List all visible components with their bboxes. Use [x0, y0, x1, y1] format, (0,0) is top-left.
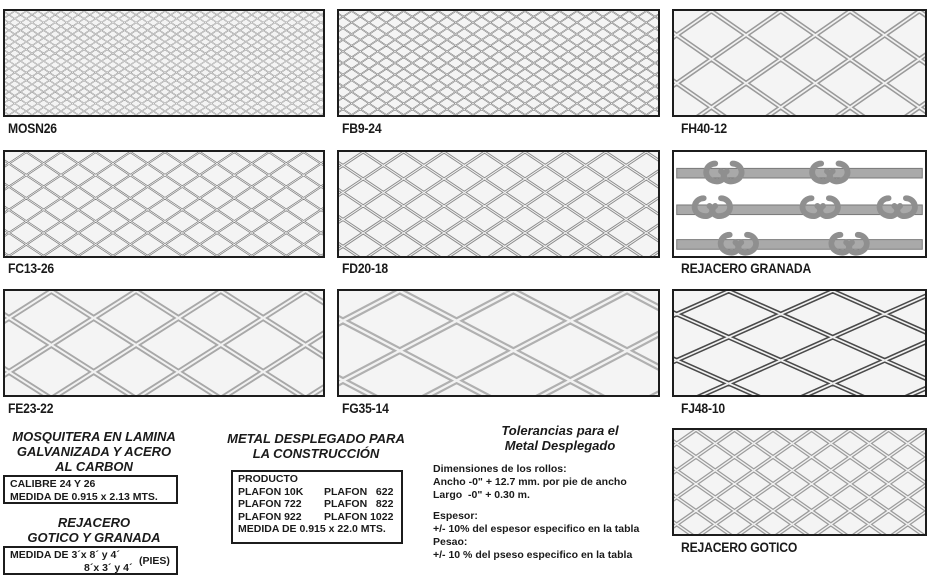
mesh-image-fg35-14 [337, 289, 660, 397]
tile-label-fc13-26: FC13-26 [8, 261, 55, 276]
rejacero-title: REJACERO GOTICO Y GRANADA [27, 515, 161, 545]
tile-label-fb9-24: FB9-24 [342, 121, 382, 136]
tile-label-fe23-22: FE23-22 [8, 401, 54, 416]
mesh-image-mosn26 [3, 9, 325, 117]
tolerancias-dim-heading: Dimensiones de los rollos: [433, 463, 567, 475]
mesh-pattern [339, 291, 658, 395]
tile-label-fh40-12: FH40-12 [681, 121, 728, 136]
tolerancias-pesao: +/- 10 % del pseso especifico en la tabla [433, 549, 633, 561]
mesh-pattern [674, 430, 925, 534]
tile-label-rejacero-granada: REJACERO GRANADA [681, 261, 812, 276]
tile-label-fj48-10: FJ48-10 [681, 401, 726, 416]
product-row: PLAFON 922 PLAFON 1022 [238, 510, 394, 523]
mosquitera-title: MOSQUITERA EN LAMINA GALVANIZADA Y ACERO AL CARBON [12, 429, 176, 474]
metal-desplegado-title: METAL DESPLEGADO PARA LA CONSTRUCCIÓN [227, 431, 405, 461]
mesh-image-rejacero-gotico [672, 428, 927, 536]
tolerancias-pesao-heading: Pesao: [433, 536, 468, 548]
mesh-image-fc13-26 [3, 150, 325, 258]
mesh-image-fj48-10 [672, 289, 927, 397]
tolerancias-ancho: Ancho -0" + 12.7 mm. por pie de ancho [433, 476, 627, 488]
tolerancias-espesor-heading: Espesor: [433, 510, 478, 522]
mesh-image-fh40-12 [672, 9, 927, 117]
mesh-pattern [674, 291, 925, 395]
mesh-image-fe23-22 [3, 289, 325, 397]
tolerancias-largo: Largo -0" + 0.30 m. [433, 489, 530, 501]
product-row: PLAFON 722 PLAFON 822 [238, 498, 394, 510]
tolerancias-title: Tolerancias para el Metal Desplegado [501, 423, 619, 453]
tile-label-rejacero-gotico: REJACERO GOTICO [681, 540, 798, 555]
mesh-image-rejacero-granada [672, 150, 927, 258]
tile-label-fg35-14: FG35-14 [342, 401, 389, 416]
tile-label-fd20-18: FD20-18 [342, 261, 389, 276]
metal-desplegado-product-box: PRODUCTO PLAFON 10K PLAFON 622 PLAFON 722 PLAFON 822 PLAFON 922 PLAFON 1022 MEDIDA DE 0.915 x 22.0 MTS. [231, 470, 403, 544]
tolerancias-espesor: +/- 10% del espesor especifico en la tabla [433, 523, 640, 535]
mesh-pattern [339, 11, 658, 115]
mesh-pattern [5, 291, 323, 395]
mosquitera-spec-box: CALIBRE 24 Y 26 MEDIDA DE 0.915 x 2.13 MTS. [3, 475, 178, 504]
mesh-pattern [674, 11, 925, 115]
mesh-pattern [5, 152, 323, 256]
product-row: PLAFON 10K PLAFON 622 [238, 485, 394, 498]
mesh-image-fb9-24 [337, 9, 660, 117]
rejacero-spec-box: MEDIDA DE 3´x 8´ y 4´ 8´x 3´ y 4´ (PIES) [3, 546, 178, 575]
mesh-image-fd20-18 [337, 150, 660, 258]
mesh-pattern [5, 11, 323, 115]
granada-pattern [674, 152, 925, 256]
mesh-pattern [339, 152, 658, 256]
tile-label-mosn26: MOSN26 [8, 121, 57, 136]
